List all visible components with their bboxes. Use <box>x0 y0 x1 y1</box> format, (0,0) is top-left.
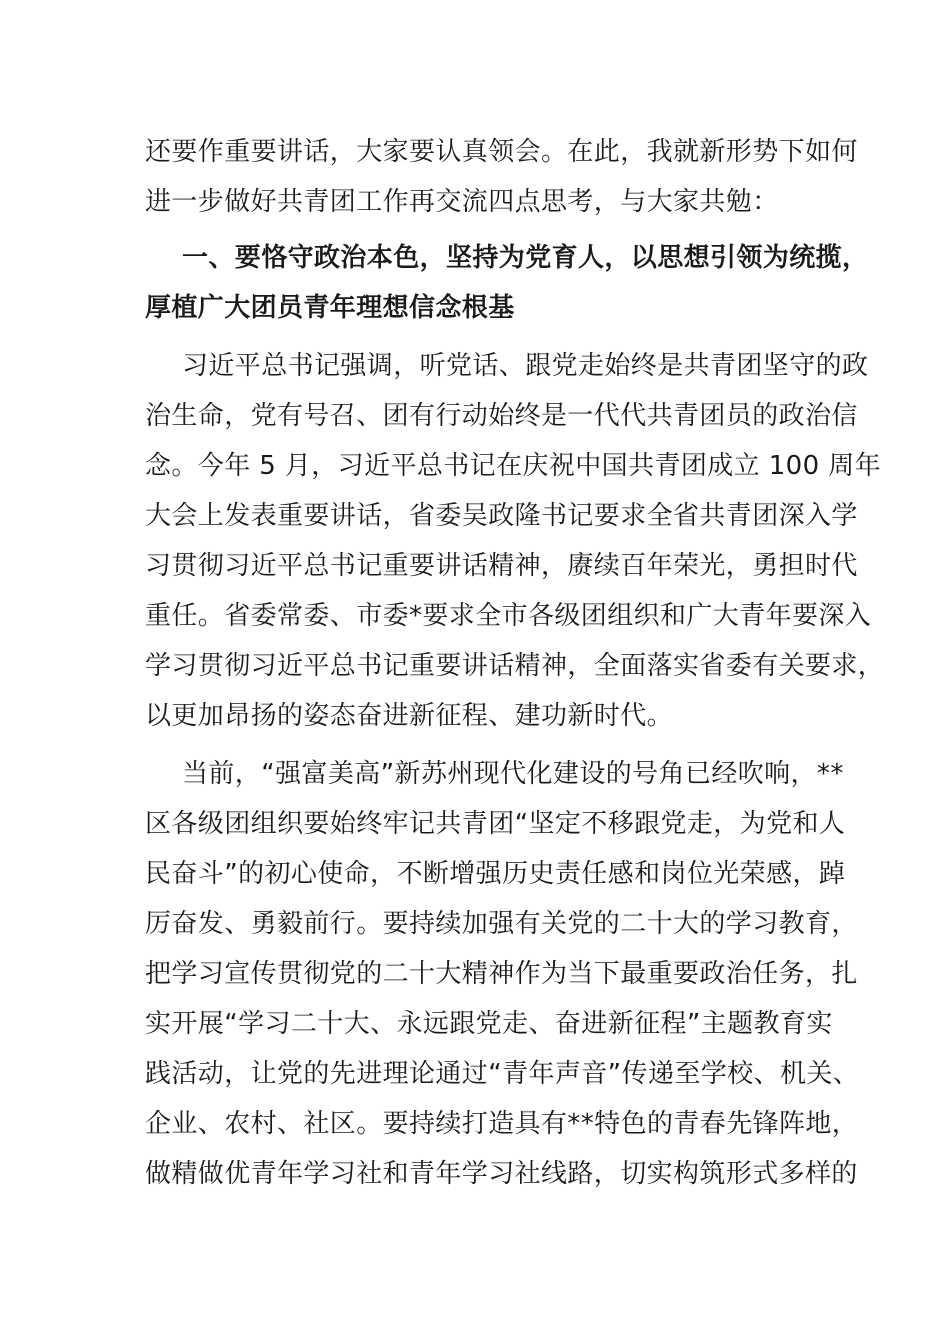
paragraph-line: 习近平总书记强调，听党话、跟党走始终是共青团坚守的政 <box>182 351 869 381</box>
section-heading: 厚植广大团员青年理想信念根基 <box>145 293 515 323</box>
paragraph-line: 践活动，让党的先进理论通过“青年声音”传递至学校、机关、 <box>145 1059 860 1089</box>
paragraph-line: 习贯彻习近平总书记重要讲话精神，赓续百年荣光，勇担时代 <box>145 551 858 581</box>
paragraph-line: 把学习宣传贯彻党的二十大精神作为当下最重要政治任务，扎 <box>145 959 858 989</box>
paragraph-line: 治生命，党有号召、团有行动始终是一代代共青团员的政治信 <box>145 401 858 431</box>
section-heading: 一、要恪守政治本色，坚持为党育人，以思想引领为统揽， <box>182 243 869 273</box>
paragraph-line: 民奋斗”的初心使命，不断增强历史责任感和岗位光荣感，踔 <box>145 859 846 889</box>
paragraph-line: 以更加昂扬的姿态奋进新征程、建功新时代。 <box>145 701 674 731</box>
paragraph-line: 当前，“强富美高”新苏州现代化建设的号角已经吹响，** <box>182 759 844 789</box>
paragraph-line: 学习贯彻习近平总书记重要讲话精神，全面落实省委有关要求， <box>145 651 885 681</box>
paragraph-line: 重任。省委常委、市委*要求全市各级团组织和广大青年要深入 <box>145 601 872 631</box>
paragraph-line: 念。今年 5 月，习近平总书记在庆祝中国共青团成立 100 周年 <box>145 451 882 481</box>
paragraph-line: 厉奋发、勇毅前行。要持续加强有关党的二十大的学习教育， <box>145 909 858 939</box>
paragraph-line: 区各级团组织要始终牢记共青团“坚定不移跟党走，为党和人 <box>145 809 846 839</box>
paragraph-line: 实开展“学习二十大、永远跟党走、奋进新征程”主题教育实 <box>145 1009 833 1039</box>
paragraph-line: 做精做优青年学习社和青年学习社线路，切实构筑形式多样的 <box>145 1159 858 1189</box>
intro-line: 还要作重要讲话，大家要认真领会。在此，我就新形势下如何 <box>145 137 858 167</box>
intro-line: 进一步做好共青团工作再交流四点思考，与大家共勉： <box>145 187 779 217</box>
paragraph-line: 企业、农村、社区。要持续打造具有**特色的青春先锋阵地， <box>145 1109 859 1139</box>
paragraph-line: 大会上发表重要讲话，省委吴政隆书记要求全省共青团深入学 <box>145 501 858 531</box>
